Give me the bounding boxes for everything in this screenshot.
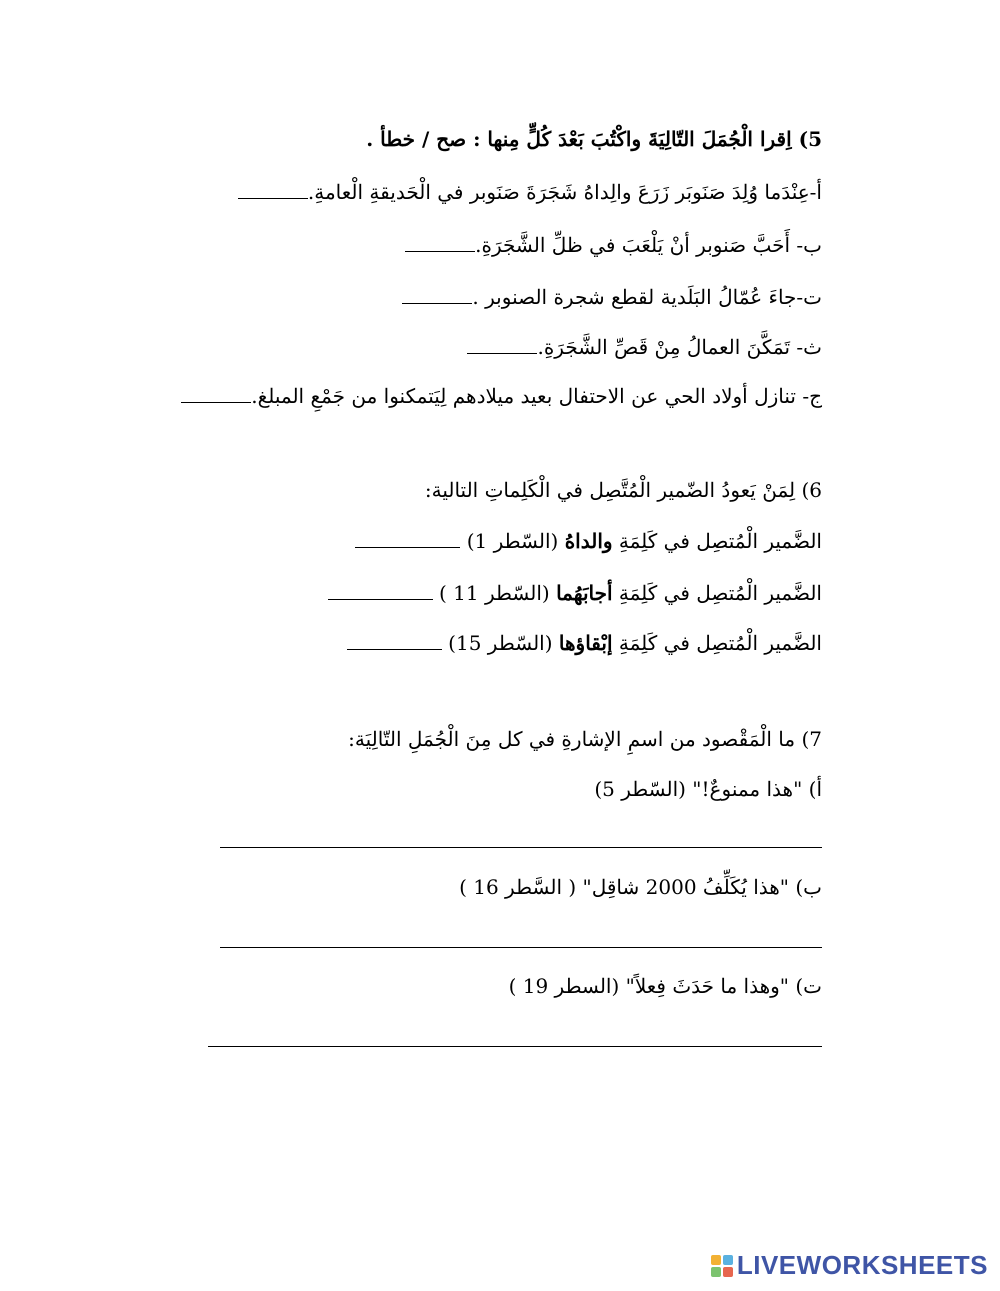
answer-blank[interactable]	[328, 581, 433, 600]
section7-item-b: ب) "هذا يُكَلِّفُ 2000 شاقِل" ( السَّطر 16 )	[459, 875, 822, 899]
item-text: الضَّمير الْمُتصِل في كَلِمَةِ	[618, 581, 822, 605]
logo-grid-icon	[711, 1255, 733, 1277]
answer-blank[interactable]	[238, 180, 308, 199]
line-ref: (السّطر 11 )	[438, 581, 550, 605]
answer-line[interactable]	[208, 1046, 822, 1047]
section5-item-b	[405, 230, 822, 260]
item-text: ت-جاءَ عُمّالُ البَلَدية لقطع شجرة الصنوبر .	[472, 285, 822, 309]
answer-blank[interactable]	[355, 529, 460, 548]
item-text: ث- تَمَكَّنَ العمالُ مِنْ قَصِّ الشَّجَرَةِ.	[537, 335, 822, 359]
section5-title: 5) اِقرا الْجُمَلَ التّالِيَةَ واكْتُبَ بَعْدَ كُلٍّ مِنها : صح / خطأ .	[366, 127, 822, 151]
answer-blank[interactable]	[467, 335, 537, 354]
section5-item-t	[402, 282, 822, 312]
item-text: ج- تنازل أولاد الحي عن الاحتفال بعيد ميلادهم لِيَتمكنوا من جَمْعِ المبلغ.	[251, 384, 822, 408]
item-text: ب- أَحَبَّ صَنوبر أنْ يَلْعَبَ في ظلِّ الشَّجَرَةِ.	[475, 233, 822, 257]
brand-name: LIVEWORKSHEETS	[736, 1250, 988, 1280]
target-word: أجابَهُما	[556, 581, 613, 605]
line-ref: (السّطر 1)	[466, 529, 559, 553]
answer-blank[interactable]	[402, 285, 472, 304]
section5-item-j	[181, 381, 822, 411]
section7-item-a: أ) "هذا ممنوعٌ!" (السّطر 5)	[594, 777, 822, 801]
section7-item-t: ت) "وهذا ما حَدَثَ فِعلاً" (السطر 19 )	[508, 974, 822, 998]
item-text: الضَّمير الْمُتصِل في كَلِمَةِ	[618, 529, 822, 553]
section6-item-2	[328, 578, 822, 608]
target-word: والداهُ	[564, 529, 613, 553]
section6-item-3	[347, 628, 822, 658]
target-word: إبْقاؤها	[558, 631, 613, 655]
answer-line[interactable]	[220, 947, 822, 948]
item-text: الضَّمير الْمُتصِل في كَلِمَةِ	[618, 631, 822, 655]
item-text: أ-عِنْدَما وُلِدَ صَنَوبَر زَرَعَ والِداهُ شَجَرَةَ صَنَوبر في الْحَديقةِ الْعامةِ.	[307, 180, 822, 204]
section6-item-1	[355, 526, 822, 556]
answer-blank[interactable]	[405, 233, 475, 252]
answer-line[interactable]	[220, 847, 822, 848]
line-ref: (السّطر 15)	[448, 631, 553, 655]
answer-blank[interactable]	[181, 384, 251, 403]
section6-title: 6) لِمَنْ يَعودُ الضّمير الْمُتَّصِل في الْكَلِماتِ التالية:	[424, 478, 822, 502]
section7-title: 7) ما الْمَقْصود من اسمِ الإشارةِ في كل مِنَ الْجُمَلِ التّالِيَة:	[348, 727, 822, 751]
liveworksheets-logo	[711, 1250, 988, 1281]
section5-item-a	[238, 177, 822, 207]
answer-blank[interactable]	[347, 631, 442, 650]
section5-item-th	[467, 332, 822, 362]
